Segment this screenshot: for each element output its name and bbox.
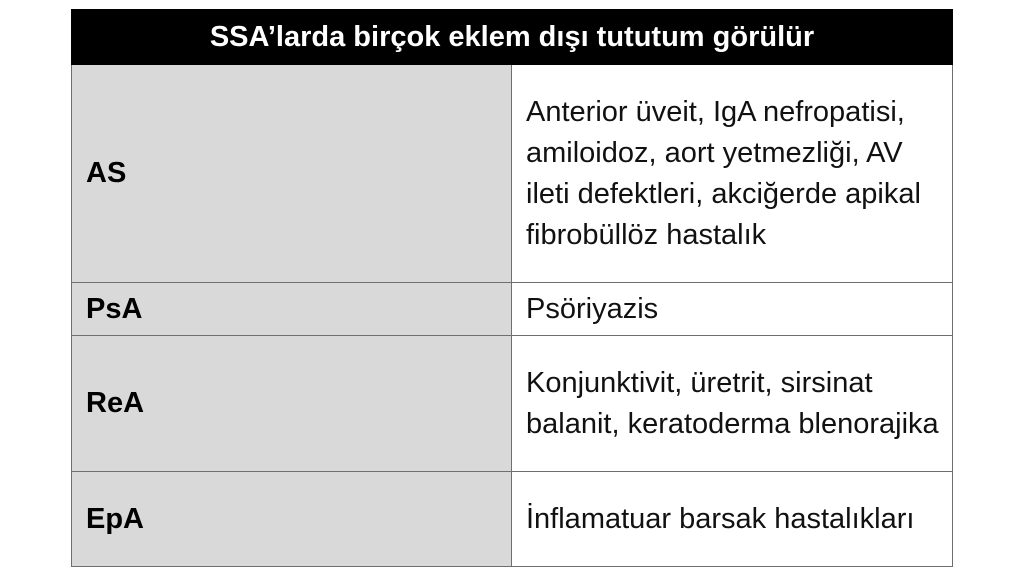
table-title: SSA’larda birçok eklem dışı tututum görülür [72, 10, 953, 65]
table-row [72, 336, 953, 472]
manifestations-table [71, 9, 953, 567]
disease-name: PsA [72, 283, 512, 336]
disease-name: ReA [72, 336, 512, 472]
manifestation-description: Psöriyazis [512, 283, 953, 336]
disease-name: EpA [72, 472, 512, 567]
manifestation-description: Konjunktivit, üretrit, sirsinat balanit, keratoderma blenorajika [512, 336, 953, 472]
disease-name: AS [72, 65, 512, 283]
manifestation-description: Anterior üveit, IgA nefropatisi, amiloidoz, aort yetmezliği, AV ileti defektleri, akciğerde apikal fibrobüllöz hastalık [512, 65, 953, 283]
table-header-row [72, 10, 953, 65]
table-row [72, 65, 953, 283]
table-row [72, 283, 953, 336]
manifestation-description: İnflamatuar barsak hastalıkları [512, 472, 953, 567]
table-row [72, 472, 953, 567]
